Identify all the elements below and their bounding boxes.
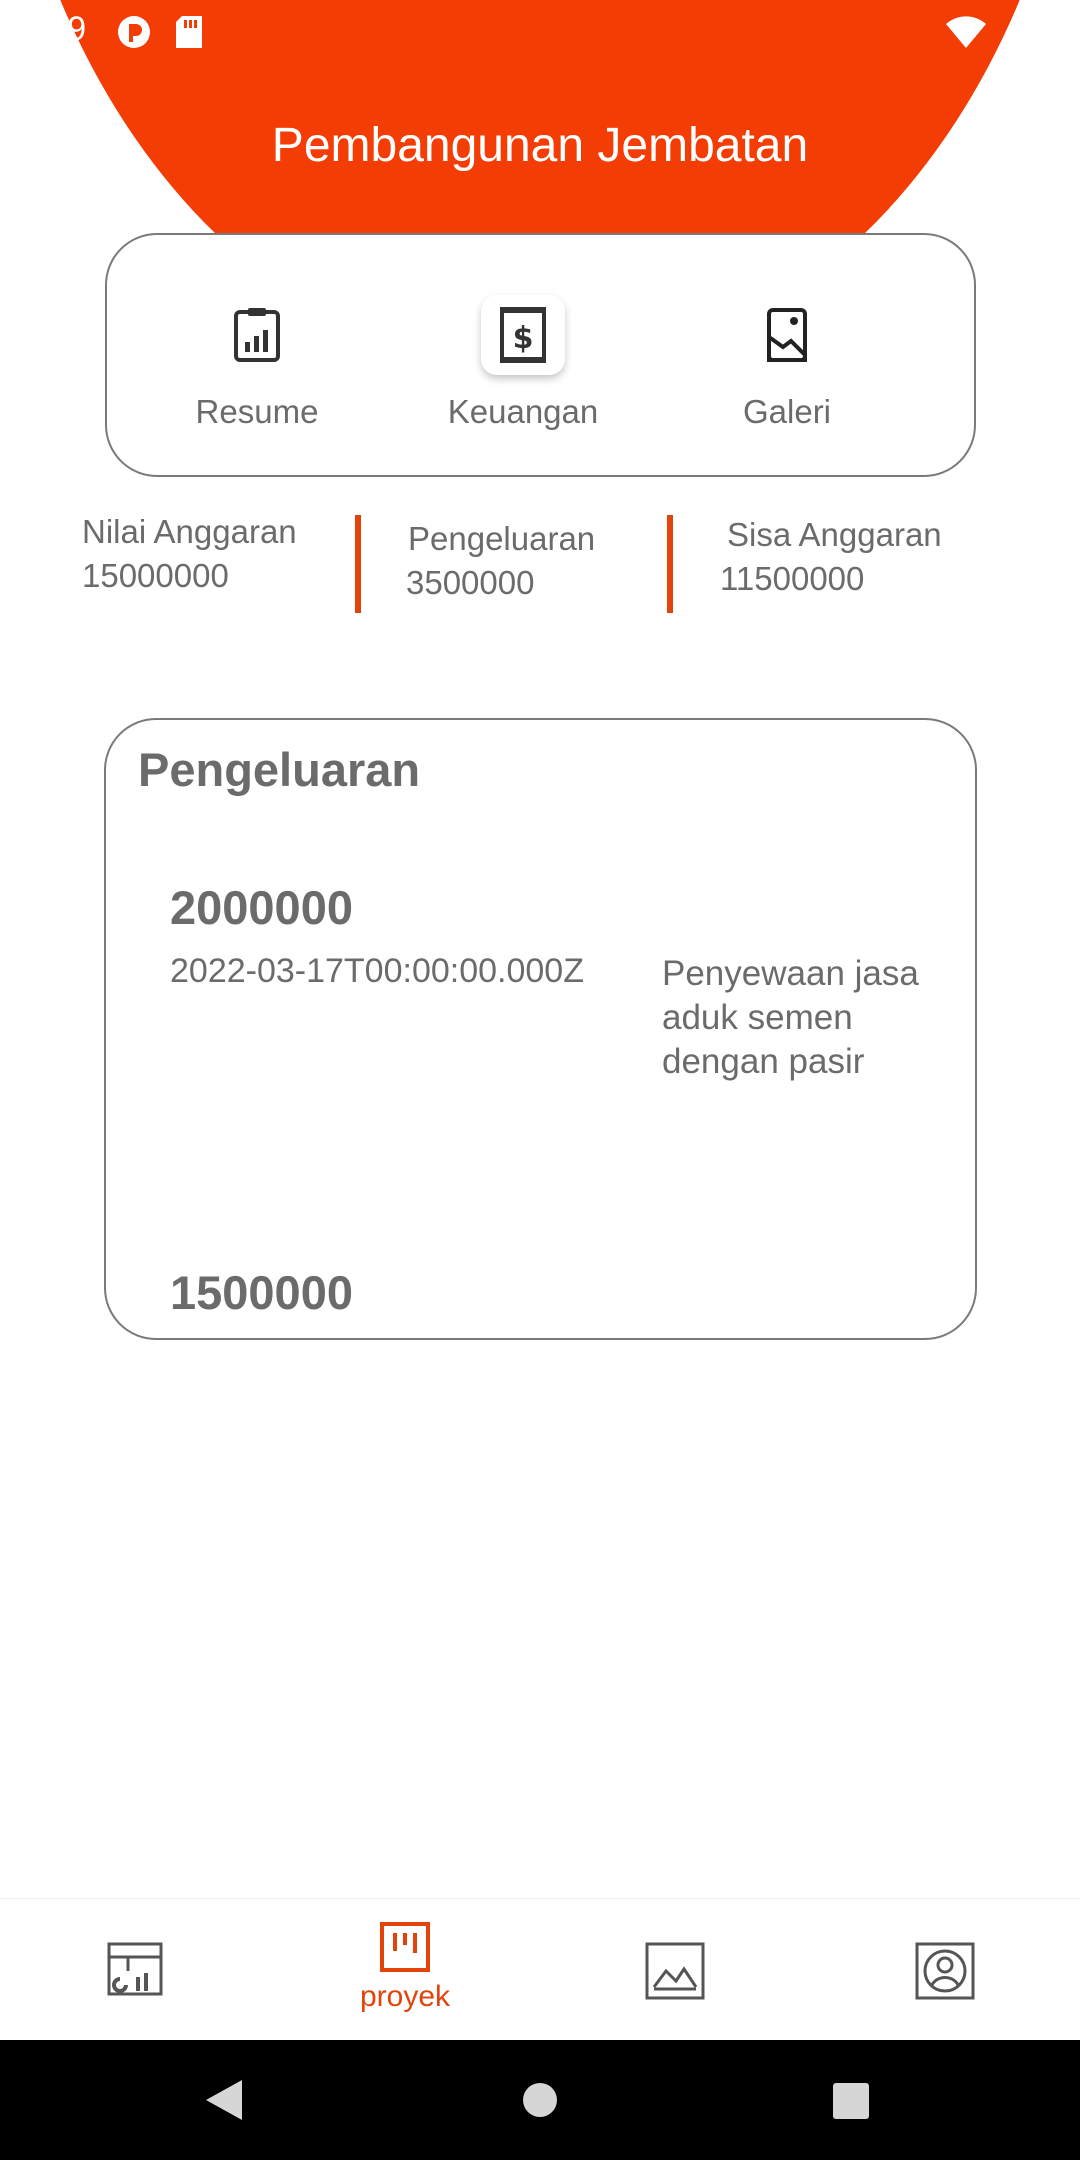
line-chart-icon bbox=[644, 1941, 706, 2001]
expense-amount: 2000000 bbox=[170, 881, 353, 934]
system-navigation-bar bbox=[0, 2040, 1080, 2160]
stat-divider bbox=[355, 515, 361, 613]
recents-icon[interactable] bbox=[832, 2082, 870, 2120]
menu-item-keuangan[interactable] bbox=[403, 295, 643, 431]
nav-proyek-label: proyek bbox=[359, 1980, 451, 2013]
profile-icon bbox=[914, 1941, 976, 2001]
signal-icon bbox=[998, 14, 1032, 50]
status-time: 1:59 bbox=[20, 10, 87, 48]
nav-dashboard[interactable] bbox=[35, 1941, 235, 2002]
expense-label: Pengeluaran bbox=[408, 520, 596, 557]
gallery-icon bbox=[766, 307, 808, 363]
notification-icon bbox=[116, 14, 152, 50]
clipboard-chart-icon bbox=[232, 306, 282, 364]
dollar-receipt-icon bbox=[498, 306, 548, 364]
stat-expense bbox=[406, 517, 595, 605]
expense-amount: 1500000 bbox=[170, 1266, 353, 1319]
menu-item-galeri[interactable] bbox=[667, 295, 907, 431]
nav-statistik[interactable] bbox=[575, 1941, 775, 2006]
nav-profil[interactable] bbox=[845, 1941, 1045, 2006]
expense-date: 2022-03-17T00:00:00.000Z bbox=[170, 952, 584, 990]
remaining-label: Sisa Anggaran bbox=[727, 516, 942, 553]
menu-label-galeri: Galeri bbox=[742, 393, 832, 430]
page-title: Pembangunan Jembatan bbox=[271, 119, 809, 172]
stat-remaining bbox=[720, 513, 942, 601]
expense-value: 3500000 bbox=[406, 564, 535, 601]
dashboard-icon bbox=[106, 1941, 164, 1997]
home-icon[interactable] bbox=[522, 2082, 558, 2118]
status-bar bbox=[0, 0, 1080, 62]
expense-description: Penyewaan jasa aduk semen dengan pasir bbox=[662, 954, 919, 1081]
stat-divider bbox=[667, 515, 673, 613]
budget-label: Nilai Anggaran bbox=[82, 513, 297, 550]
back-icon[interactable] bbox=[204, 2078, 244, 2122]
svg-text:$: $ bbox=[512, 321, 534, 356]
budget-value: 15000000 bbox=[82, 557, 229, 594]
wifi-icon bbox=[944, 14, 988, 50]
nav-proyek[interactable] bbox=[305, 1921, 505, 2014]
expense-card-title: Pengeluaran bbox=[138, 743, 421, 796]
menu-label-resume: Resume bbox=[195, 393, 319, 430]
menu-label-keuangan: Keuangan bbox=[447, 393, 599, 430]
expense-card bbox=[104, 718, 977, 1340]
sd-card-icon bbox=[174, 14, 204, 50]
battery-icon bbox=[1042, 12, 1064, 52]
project-menu-card bbox=[105, 233, 976, 477]
stat-budget bbox=[82, 510, 297, 598]
menu-item-resume[interactable] bbox=[137, 295, 377, 431]
remaining-value: 11500000 bbox=[720, 560, 865, 597]
bottom-navigation bbox=[0, 1898, 1080, 2041]
project-board-icon bbox=[379, 1921, 431, 1973]
